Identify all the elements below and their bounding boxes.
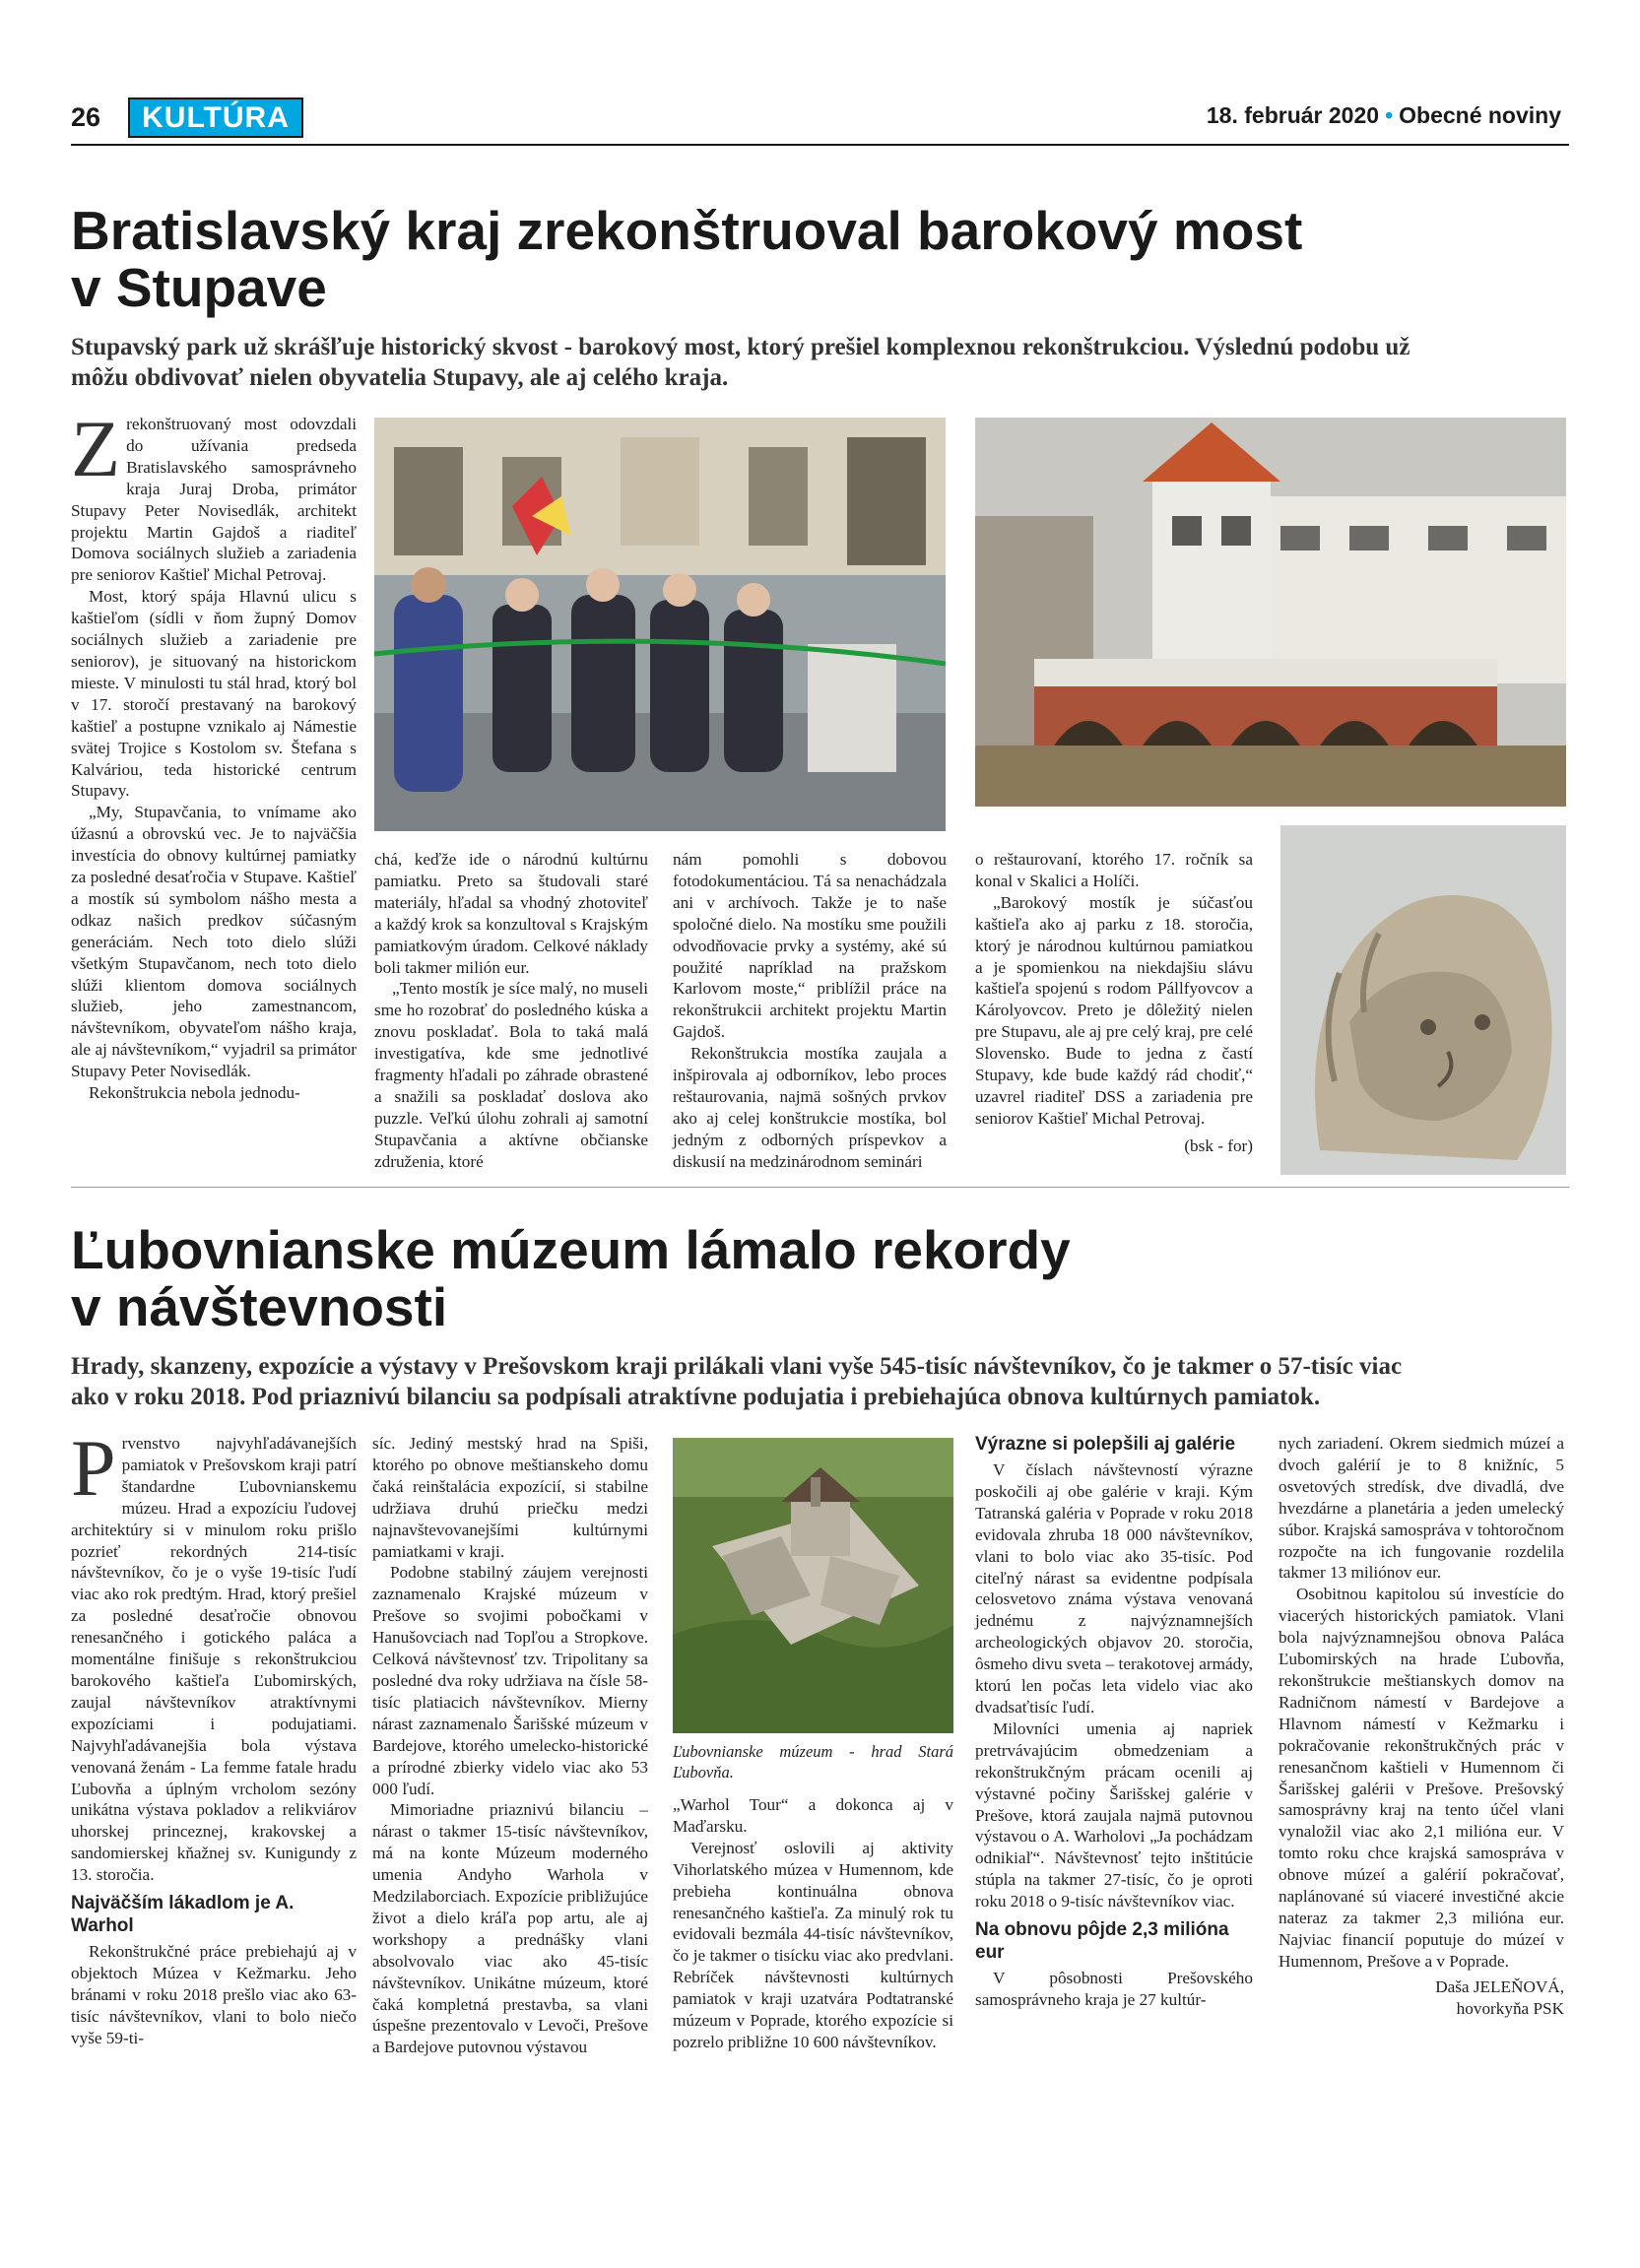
article2-column-3: Ľubovnianske múzeum - hrad Stará Ľubovňa. „Warhol Tour“ a dokonca aj v Maďarsku. Verejnosť oslovili aj aktivity Vihorlatského múzea v Humennom, kde prebieha kontinuálna obnova renesančného kaštieľa. Za minulý rok tu evidovali bezmála 44-tisíc návštevníkov, čo je takmer o tisícku viac ako predvlani. Rebríček návštevnosti kultúrnych pamiatok v kraji uzatvára Podtatranské múzeum v Poprade, ktorého expozície si pozrelo približne 10 600 návštevníkov. [673,1742,953,2051]
article2-column-2: síc. Jediný mestský hrad na Spiši, ktorého po obnove meštianskeho domu čaká reinštalácia expozícií, si stabilne udržiava druhú priečku medzi najnavštevovanejšími kultúrnymi pamiatkami v kraji. Podobne stabilný záujem verejnosti zaznamenalo Krajské múzeum v Prešove so svojimi pobočkami v Hanušovciach nad Topľou a Stropkove. Celková návštevnosť tzv. Tripolitany sa posledné dva roky udržiava na čísle 58-tisíc platiacich návštevníkov. Mierny nárast zaznamenalo Šarišské múzeum v Bardejove, ktorého umelecko-historické a prírodné zbierky videlo viac ako 53 000 ľudí. Mimoriadne priaznivú bilanciu – nárast o takmer 15-tisíc návštevníkov, má na konte Múzeum moderného umenia Andyho Warhola v Medzilaborciach. Expozície približujúce život a dielo kráľa pop artu, ale aj workshopy a prednášky vlani absolvovalo viac ako 45-tisíc návštevníkov. Unikátne múzeum, ktoré čaká kompletná prestavba, sa vlani úspešne prezentovalo v Levoči, Prešove a Bardejove putovnou výstavou [372,1434,648,2057]
article2-column-4: Výrazne si polepšili aj galérie V číslach návštevností výrazne poskočili aj obe galérie v kraji. Kým Tatranská galéria v Poprade v roku 2018 evidovala zhruba 18 000 návštevníkov, vlani to bolo viac ako 35-tisíc. Pod citeľný nárast sa evidentne podpísala celosvetovo známa výstava venovaná jednému z najvýznamnejších archeologických objavov 20. storočia, ôsmeho divu sveta – terakotovej armády, ktorú len počas leta videlo viac ako dvadsaťtisíc ľudí. Milovníci umenia aj napriek pretrvávajúcim obmedzeniam a rekonštrukčným prácam ocenili aj výstavné počiny Šarišskej galérie v Prešove, ktorá zaujala najmä putovnou výstavou o A. Warholovi „Ja pochádzam odnikiaľ“. Návštevnosť tejto inštitúcie stúpla na takmer 27-tisíc, čo je oproti roku 2018 o 9-tisíc návštevníkov viac. Na obnovu pôjde 2,3 milióna eur V pôsobnosti Prešovského samosprávneho kraja je 27 kultúr- [975,1434,1253,2009]
publication-name: Obecné noviny [1399,102,1561,128]
article2-title: Ľubovnianske múzeum lámalo rekordy v návštevnosti [71,1219,1071,1337]
article1-column-2: chá, keďže ide o národnú kultúrnu pamiatku. Preto sa študovali staré materiály, hľadal sa vhodný zhotoviteľ a každý krok sa konzultoval s Krajským pamiatkovým úradom. Celkové náklady boli takmer milión eur. „Tento mostík je síce malý, no museli sme ho rozobrať do posledného kúska a znovu poskladať. Bola to taká malá investigatíva, kde sme jednotlivé fragmenty hľadali po záhrade obrastené a snažili sa poskladať doslova ako puzzle. Veľkú úlohu zohrali aj samotní Stupavčania a aktívne občianske združenia, ktoré [374,850,648,1171]
article2-column-1: Prvenstvo najvyhľadávanejších pamiatok v Prešovskom kraji patrí štandardne Ľubovnianskemu múzeu. Hrad a expozíciu ľudovej architektúry si v minulom roku prišlo pozrieť rekordných 214-tisíc návštevníkov, čo je o vyše 19-tisíc ľudí viac ako rok predtým. Hrad, ktorý prešiel za posledné desaťročie obnovou renesančného i gotického paláca a momentálne finišuje s rekonštrukciou barokového kaštieľa Ľubomirských, zaujal návštevníkov atraktívnymi expozíciami i podujatiami. Najvyhľadávanejšia bola výstava venovaná ženám - La femme fatale hradu Ľubovňa a úplným vrcholom sezóny unikátna výstava pokladov a relikviárov uhorskej princeznej, krakovskej a sandomierskej kňažnej sv. Kunigundy z 13. storočia. Najväčším lákadlom je A. Warhol Rekonštrukčné práce prebiehajú aj v objektoch Múzea v Kežmarku. Jeho bránami v roku 2018 prešlo viac ako 63-tisíc návštevníkov, vlani to bolo niečo vyše 59-ti- [71,1423,357,2047]
article1-column-3: nám pomohli s dobovou fotodokumentáciou. Tá sa nenachádzala ani v archívoch. Takže je to naše spoločné dielo. Na mostíku sme použili odvodňovacie prvky a systémy, aké sú použité napríklad na pražskom Karlovom moste,“ priblížil práce na rekonštrukcii architekt projektu Martin Gajdoš. Rekonštrukcia mostíka zaujala a inšpirovala aj odborníkov, lebo proces reštaurovania, najmä sošných prvkov ako aj celej konštrukcie mostíka, bol jedným z odborných príspevkov a diskusií na medzinárodnom seminári [673,850,947,1171]
ribbon-cutting-photo [374,418,946,831]
lubovna-castle-photo [673,1438,953,1733]
photo-caption: Ľubovnianske múzeum - hrad Stará Ľubovňa. [673,1742,953,1782]
subheading: Výrazne si polepšili aj galérie [975,1434,1236,1455]
article1-column-1: Zrekonštruovaný most odovzdali do užívania predseda Bratislavského samosprávneho kraja Juraj Droba, primátor Stupavy Peter Novisedlák, architekt projektu Martin Gajdoš a riaditeľ Domova sociálnych služieb a zariadenia pre seniorov Kaštieľ Michal Petrovaj. Most, ktorý spája Hlavnú ulicu s kaštieľom (sídli v ňom župný Domov sociálnych služieb a zariadenie pre seniorov), je situovaný na historickom mieste. V minulosti tu stál hrad, ktorý bol v 17. storočí prestavaný na barokový kaštieľ a postupne vznikalo aj Námestie svätej Trojice s Kostolom sv. Štefana s Kalváriou, teda historické centrum Stupavy. „My, Stupavčania, to vnímame ako úžasnú a obrovskú vec. Je to najväčšia investícia do obnovy kultúrnej pamiatky za posledné desaťročia v Stupave. Kaštieľ a mostík sú symbolom nášho mesta a odkaz našich predkov súčasným generáciám. Nech toto dielo slúži všetkým Stupavčanom, nech toto dielo slúži klientom domova sociálnych služieb, jeho zamestnancom, návštevníkom, obyvateľom nášho kraja, ale aj návštevníkom,“ vyjadril sa primátor Stupavy Peter Novisedlák. Rekonštrukcia nebola jednodu- [71,404,357,1103]
article2-lead: Hrady, skanzeny, expozície a výstavy v Prešovskom kraji prilákali vlani vyše 545-tisíc návštevníkov, čo je takmer o 57-tisíc viac ako v roku 2018. Pod priaznivú bilanciu sa podpísali atraktívne podujatia i prebiehajúca obnova kultúrnych pamiatok. [71,1353,1403,1410]
section-label: KULTÚRA [128,97,303,138]
article2-column-5: nych zariadení. Okrem siedmich múzeí a dvoch galérií je to 8 knižníc, 5 osvetových stredísk, dve divadlá, dve hvezdárne a planetária a jeden umelecký súbor. Krajská samospráva v tohtoročnom rozpočte na ich fungovanie rozdelila takmer 13 miliónov eur. Osobitnou kapitolou sú investície do viacerých historických pamiatok. Vlani bola najvýznamnejšou obnova Paláca Ľubomirských na hrade Ľubovňa, rekonštrukcie meštianskych domov na Radničnom námestí v Bardejove a Hlavnom námestí v Kežmarku i pokračovanie rekonštrukčných prác v renesančnom kaštieli v Humennom či Šarišskej galérii v Prešove. Prešovský samosprávny kraj na tento účel vlani vynaložil viac ako 2,1 milióna eur. V tomto roku chce krajská samospráva v obnove múzeí a galérií pokračovať, naplánované sú viaceré investičné akcie nateraz za takmer 2,3 milióna eur. Najviac financií poputuje do múzeí v Humennom, Prešove a v Poprade. Daša JELEŇOVÁ, hovorkyňa PSK [1279,1434,1564,2018]
separator-dot: • [1385,102,1394,128]
subheading: Najväčším lákadlom je A. Warhol [71,1893,295,1937]
author-role: hovorkyňa PSK [1456,1998,1564,2018]
article1-signature: (bsk - for) [1184,1135,1253,1155]
issue-date: 18. február 2020 [1206,102,1380,128]
drop-cap: P [71,1423,116,1513]
page-number: 26 [71,102,101,132]
article1-lead: Stupavský park už skrášľuje historický skvost - barokový most, ktorý prešiel komplexnou rekonštrukciou. Výslednú podobu už môžu obdivovať nielen obyvatelia Stupavy, ale aj celého kraja. [71,334,1410,391]
author-name: Daša JELEŇOVÁ, [1435,1976,1564,1996]
drop-cap: Z [71,404,121,493]
stone-lion-photo [1280,825,1566,1175]
article1-column-4: o reštaurovaní, ktorého 17. ročník sa konal v Skalici a Holíči. „Barokový mostík je súčasťou kaštieľa ako aj parku z 18. storočia, ktorý je národnou kultúrnou pamiatkou a je spomienkou na niekdajšiu slávu kaštieľa spojenú s rodom Pállfyovcov a Károlyovcov. Preto je dôležitý nielen pre Stupavu, ale aj pre celý kraj, pre celé Slovensko. Bude to jedna z častí Stupavy, kde bude každý rád chodiť,“ uzavrel riaditeľ DSS a zariadenia pre seniorov Kaštieľ Michal Petrovaj. (bsk - for) [975,850,1253,1155]
header-rule [71,144,1569,146]
article-divider [71,1187,1569,1188]
dateline [1207,102,1561,129]
baroque-bridge-photo [975,418,1566,807]
article1-title: Bratislavský kraj zrekonštruoval barokový most v Stupave [71,200,1303,318]
subheading: Na obnovu pôjde 2,3 milióna eur [975,1919,1229,1964]
